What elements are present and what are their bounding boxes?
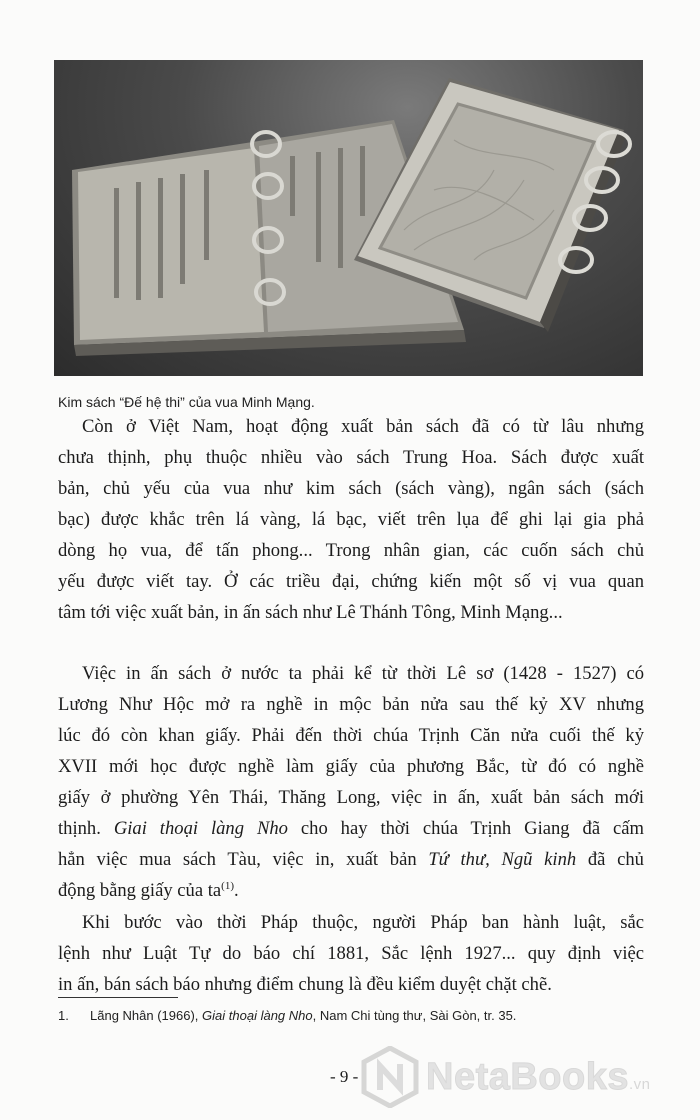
footnote bbox=[58, 1008, 516, 1023]
text-segment: động bằng giấy của ta bbox=[58, 880, 222, 901]
text-line bbox=[58, 844, 644, 875]
paragraph-2 bbox=[58, 658, 644, 906]
page-number: - 9 - bbox=[330, 1067, 359, 1086]
figure-caption: Kim sách “Đế hệ thi” của vua Minh Mạng. bbox=[58, 394, 315, 410]
text-line: bạc) được khắc trên lá vàng, lá bạc, viết trên lụa để ghi lại gia phả bbox=[58, 509, 644, 530]
book-title: Tứ thư, Ngũ kinh bbox=[428, 849, 577, 870]
footnote-title: Giai thoại làng Nho bbox=[202, 1008, 313, 1023]
text-line: dòng họ vua, để tấn phong... Trong nhân gian, các cuốn sách chủ bbox=[58, 540, 644, 561]
watermark bbox=[360, 1042, 690, 1112]
text-line: Lương Như Hộc mở ra nghề in mộc bản nửa sau thế kỷ XV nhưng bbox=[58, 694, 644, 715]
text-line bbox=[58, 813, 644, 844]
text-segment: đã chủ bbox=[587, 849, 644, 870]
text-segment: cho hay thời chúa Trịnh Giang đã cấm bbox=[300, 818, 644, 839]
footnote-text: , Nam Chi tùng thư, Sài Gòn, tr. 35. bbox=[312, 1008, 517, 1023]
footnote-text: Lãng Nhân (1966), bbox=[90, 1008, 199, 1023]
text-line: giấy ở phường Yên Thái, Thăng Long, việc in ấn, xuất bản sách mới bbox=[58, 787, 644, 808]
book-title: Giai thoại làng Nho bbox=[113, 818, 288, 839]
text-segment: . bbox=[234, 880, 239, 901]
book-photo bbox=[54, 60, 643, 376]
paragraph-1 bbox=[58, 411, 644, 628]
text-line: Khi bước vào thời Pháp thuộc, người Pháp ban hành luật, sắc bbox=[82, 912, 644, 933]
watermark-brand bbox=[426, 1056, 651, 1099]
watermark-brand-name: NetaBooks bbox=[426, 1055, 629, 1098]
footnote-number: 1. bbox=[58, 1008, 69, 1023]
text-line: lệnh như Luật Tự do báo chí 1881, Sắc lệnh 1927... quy định việc bbox=[58, 943, 644, 964]
text-line: chưa thịnh, phụ thuộc nhiều vào sách Trung Hoa. Sách được xuất bbox=[58, 447, 644, 468]
text-line: lúc đó còn khan giấy. Phải đến thời chúa Trịnh Căn nửa cuối thế kỷ bbox=[58, 725, 644, 746]
text-line: bản, chủ yếu của vua như kim sách (sách vàng), ngân sách (sách bbox=[58, 478, 644, 499]
netabooks-logo-icon bbox=[360, 1046, 420, 1108]
text-segment: hẳn việc mua sách Tàu, việc in, xuất bản bbox=[58, 849, 417, 870]
text-line: Việc in ấn sách ở nước ta phải kể từ thời Lê sơ (1428 - 1527) có bbox=[82, 663, 644, 684]
text-line: yếu được viết tay. Ở các triều đại, chứng kiến một số vị vua quan bbox=[58, 571, 644, 592]
text-line bbox=[58, 875, 644, 906]
footnote-ref[interactable]: (1) bbox=[221, 879, 234, 892]
text-line: tâm tới việc xuất bản, in ấn sách như Lê Thánh Tông, Minh Mạng... bbox=[58, 602, 563, 623]
footnote-divider bbox=[58, 997, 178, 998]
paragraph-3 bbox=[58, 907, 644, 1000]
text-segment: thịnh. bbox=[58, 818, 101, 839]
watermark-suffix: .vn bbox=[629, 1075, 651, 1093]
text-line: XVII mới học được nghề làm giấy của phương Bắc, từ đó có nghề bbox=[58, 756, 644, 777]
text-line: in ấn, bán sách báo nhưng điểm chung là đều kiểm duyệt chặt chẽ. bbox=[58, 974, 552, 995]
text-line: Còn ở Việt Nam, hoạt động xuất bản sách đã có từ lâu nhưng bbox=[82, 416, 644, 437]
